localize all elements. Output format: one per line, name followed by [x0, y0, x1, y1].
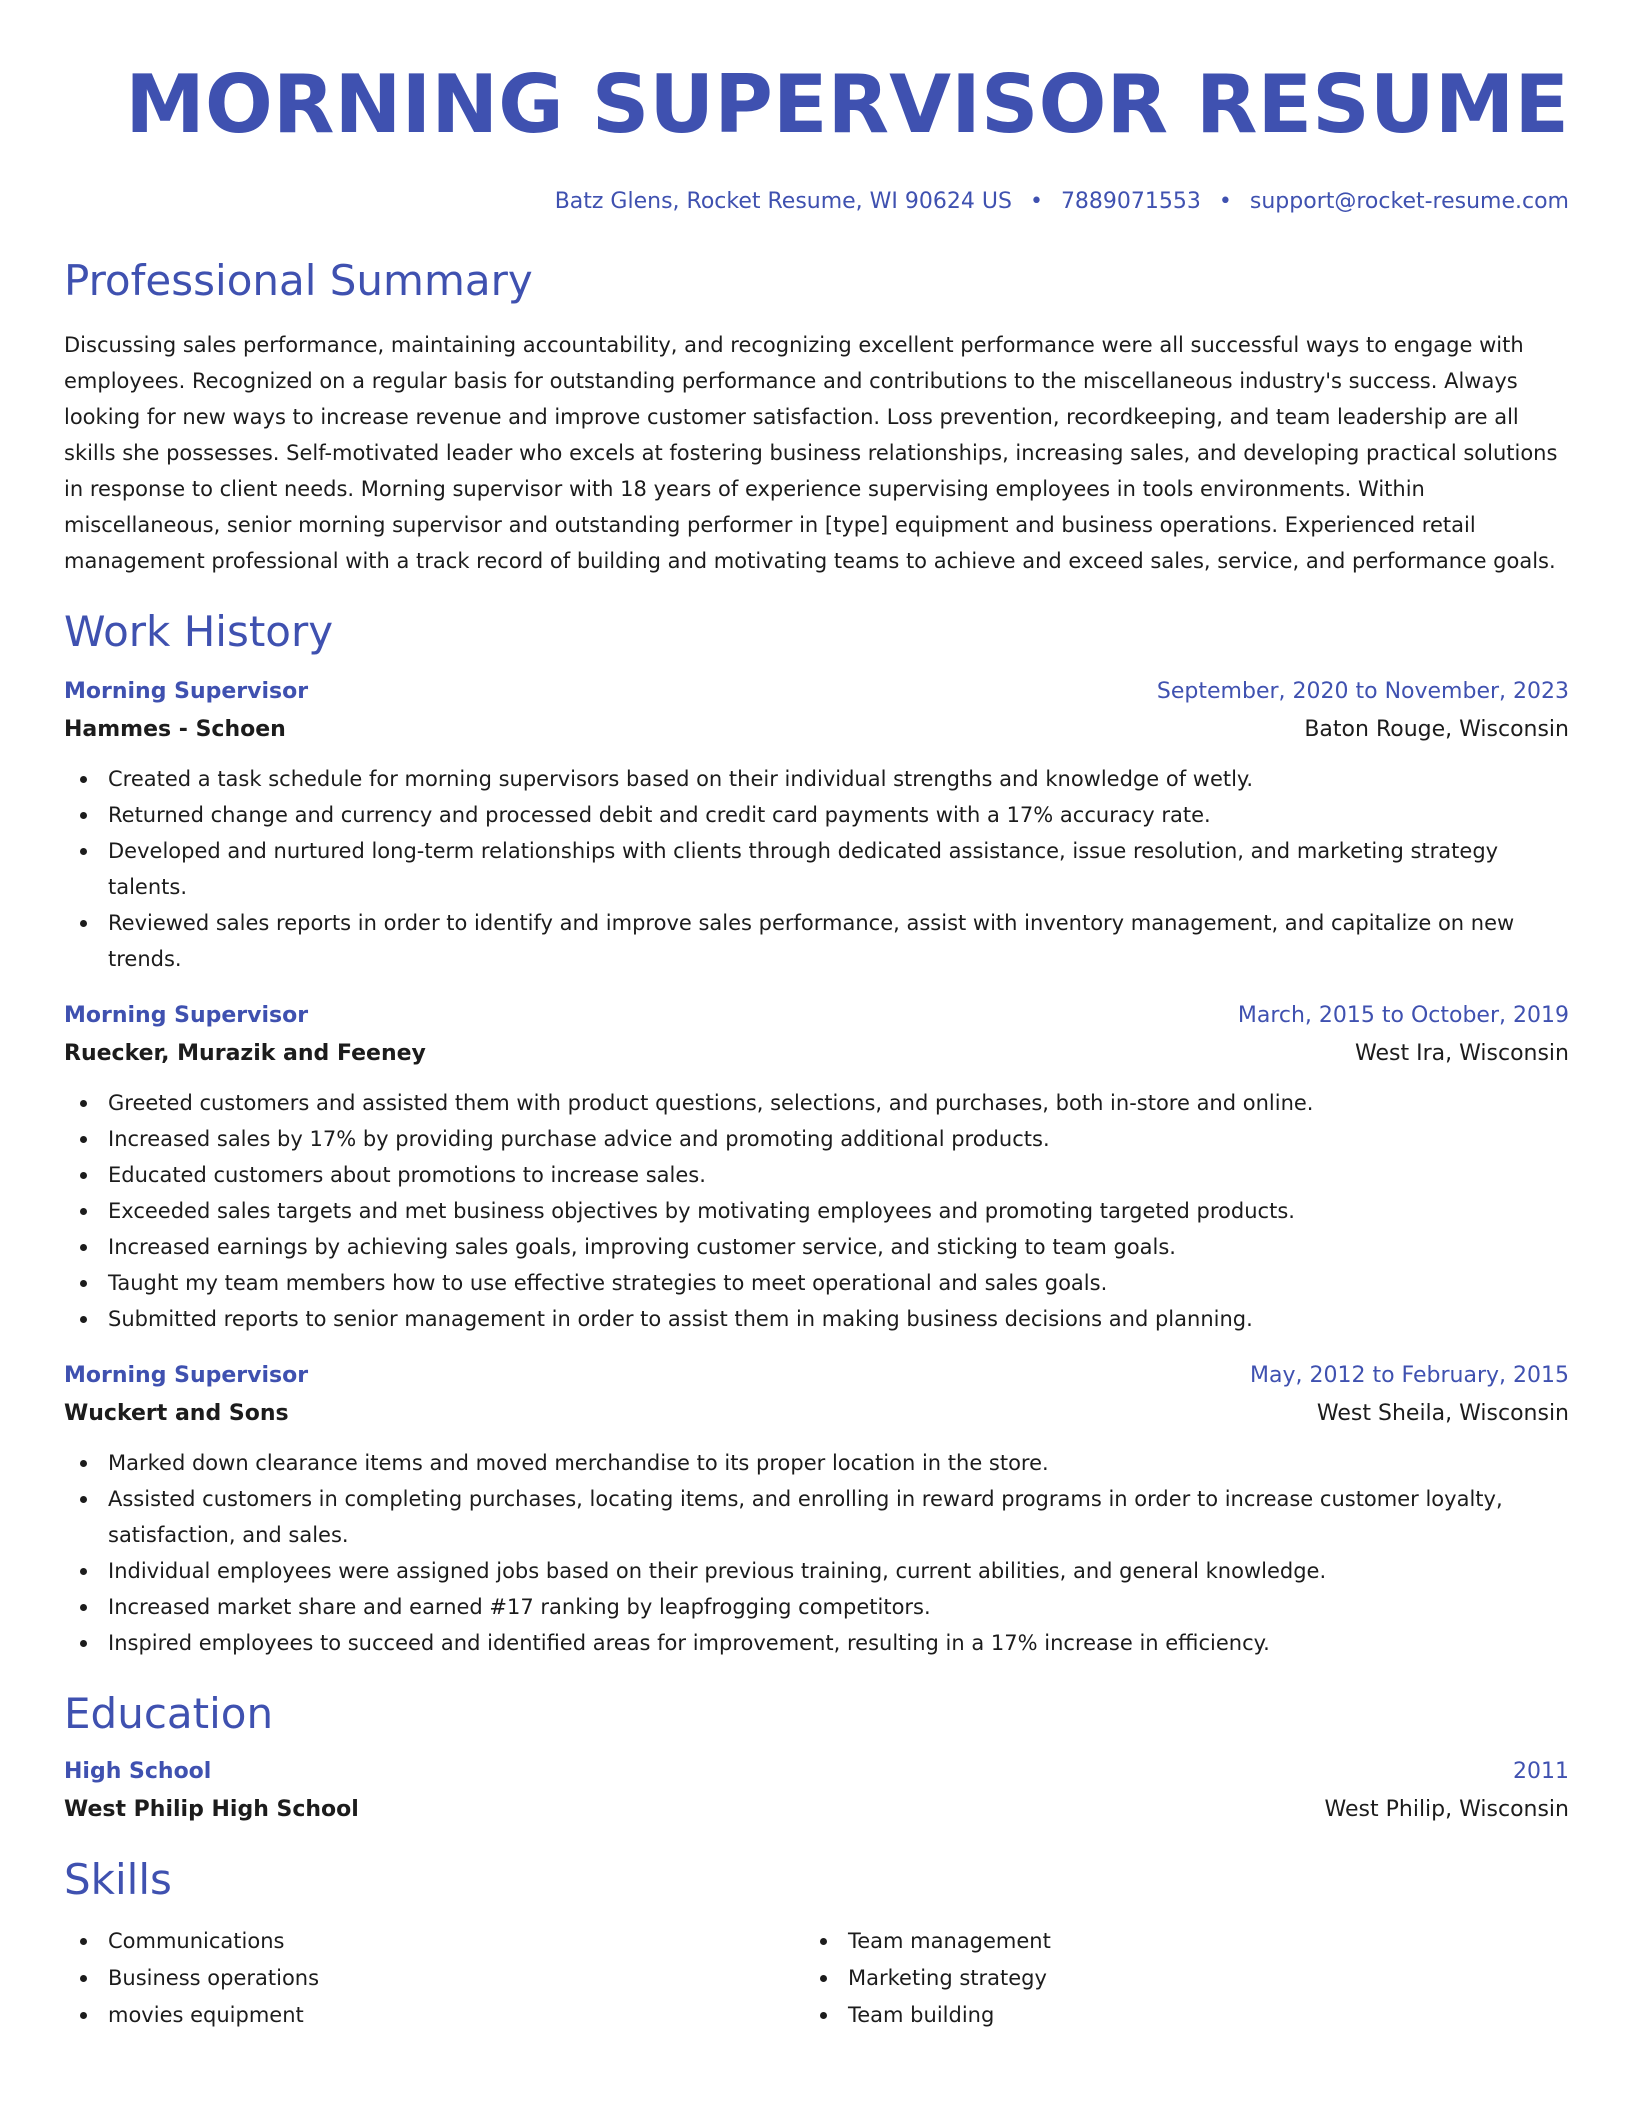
contact-address: Batz Glens, Rocket Resume, WI 90624 US [554, 189, 1012, 214]
skill-item: Business operations [64, 1960, 804, 1997]
contact-phone: 7889071553 [1060, 189, 1201, 214]
contact-separator: • [1029, 189, 1043, 214]
job-title: Morning Supervisor [64, 1003, 309, 1028]
bullet-item: Created a task schedule for morning supervisors based on their individual strengths and knowledge of wetly. [64, 761, 1569, 797]
bullet-item: Submitted reports to senior management in order to assist them in making business decisions and planning. [64, 1301, 1569, 1337]
job-bullets [64, 1085, 1569, 1337]
contact-email: support@rocket-resume.com [1249, 189, 1569, 214]
degree: High School [64, 1759, 212, 1784]
job-bullets [64, 1445, 1569, 1661]
work-history-heading: Work History [64, 607, 334, 656]
bullet-item: Inspired employees to succeed and identified areas for improvement, resulting in a 17% increase in efficiency. [64, 1625, 1569, 1661]
bullet-item: Greeted customers and assisted them with product questions, selections, and purchases, both in-store and online. [64, 1085, 1569, 1121]
bullet-item: Increased sales by 17% by providing purchase advice and promoting additional products. [64, 1121, 1569, 1157]
skills-list [64, 1923, 1569, 2034]
skill-item: Marketing strategy [804, 1960, 1544, 1997]
company-name: Ruecker, Murazik and Feeney [64, 1041, 426, 1066]
bullet-item: Returned change and currency and processed debit and credit card payments with a 17% accuracy rate. [64, 797, 1569, 833]
education-heading: Education [64, 1689, 274, 1738]
job-entry [64, 677, 1569, 977]
bullet-item: Increased earnings by achieving sales goals, improving customer service, and sticking to team goals. [64, 1229, 1569, 1265]
skills-heading: Skills [64, 1855, 172, 1904]
job-bullets [64, 761, 1569, 977]
summary-text: Discussing sales performance, maintaining accountability, and recognizing excellent performance were all successful ways to engage with employees. Recognized on a regular basis for outstanding performance and contributions to the miscellaneous industry's success. Always looking for new ways to increase revenue and improve customer satisfaction. Loss prevention, recordkeeping, and team leadership are all skills she possesses. Self-motivated leader who excels at fostering business relationships, increasing sales, and developing practical solutions in response to client needs. Morning supervisor with 18 years of experience supervising employees in tools environments. Within miscellaneous, senior morning supervisor and outstanding performer in [type] equipment and business operations. Experienced retail management professional with a track record of building and motivating teams to achieve and exceed sales, service, and performance goals. [64, 333, 1558, 573]
bullet-item: Educated customers about promotions to increase sales. [64, 1157, 1569, 1193]
bullet-item: Developed and nurtured long-term relationships with clients through dedicated assistance, issue resolution, and marketing strategy talents. [64, 833, 1569, 905]
contact-separator: • [1218, 189, 1232, 214]
bullet-item: Exceeded sales targets and met business objectives by motivating employees and promoting targeted products. [64, 1193, 1569, 1229]
company-name: Hammes - Schoen [64, 717, 286, 742]
bullet-item: Individual employees were assigned jobs based on their previous training, current abilities, and general knowledge. [64, 1553, 1569, 1589]
bullet-item: Assisted customers in completing purchases, locating items, and enrolling in reward programs in order to increase customer loyalty, satisfaction, and sales. [64, 1481, 1569, 1553]
contact-line [64, 188, 1569, 216]
job-dates: September, 2020 to November, 2023 [1156, 679, 1569, 704]
job-entry [64, 1361, 1569, 1661]
bullet-item: Reviewed sales reports in order to identify and improve sales performance, assist with inventory management, and capitalize on new trends. [64, 905, 1569, 977]
company-name: Wuckert and Sons [64, 1401, 289, 1426]
job-title: Morning Supervisor [64, 1363, 309, 1388]
skills-column-right [804, 1923, 1544, 2034]
resume-title: MORNING SUPERVISOR RESUME [125, 58, 1569, 151]
skill-item: movies equipment [64, 1997, 804, 2034]
job-dates: March, 2015 to October, 2019 [1237, 1003, 1569, 1028]
job-dates: May, 2012 to February, 2015 [1250, 1363, 1569, 1388]
school-location: West Philip, Wisconsin [1324, 1797, 1569, 1822]
job-location: West Ira, Wisconsin [1355, 1041, 1569, 1066]
education-entry [64, 1757, 1569, 1825]
bullet-item: Marked down clearance items and moved merchandise to its proper location in the store. [64, 1445, 1569, 1481]
skills-column-left [64, 1923, 804, 2034]
job-location: West Sheila, Wisconsin [1316, 1401, 1569, 1426]
job-title: Morning Supervisor [64, 679, 309, 704]
school-name: West Philip High School [64, 1797, 359, 1822]
bullet-item: Increased market share and earned #17 ranking by leapfrogging competitors. [64, 1589, 1569, 1625]
bullet-item: Taught my team members how to use effective strategies to meet operational and sales goals. [64, 1265, 1569, 1301]
job-entry [64, 1001, 1569, 1337]
skill-item: Team building [804, 1997, 1544, 2034]
summary-heading: Professional Summary [64, 256, 533, 305]
graduation-year: 2011 [1513, 1759, 1569, 1784]
skill-item: Communications [64, 1923, 804, 1960]
skill-item: Team management [804, 1923, 1544, 1960]
job-location: Baton Rouge, Wisconsin [1304, 717, 1569, 742]
